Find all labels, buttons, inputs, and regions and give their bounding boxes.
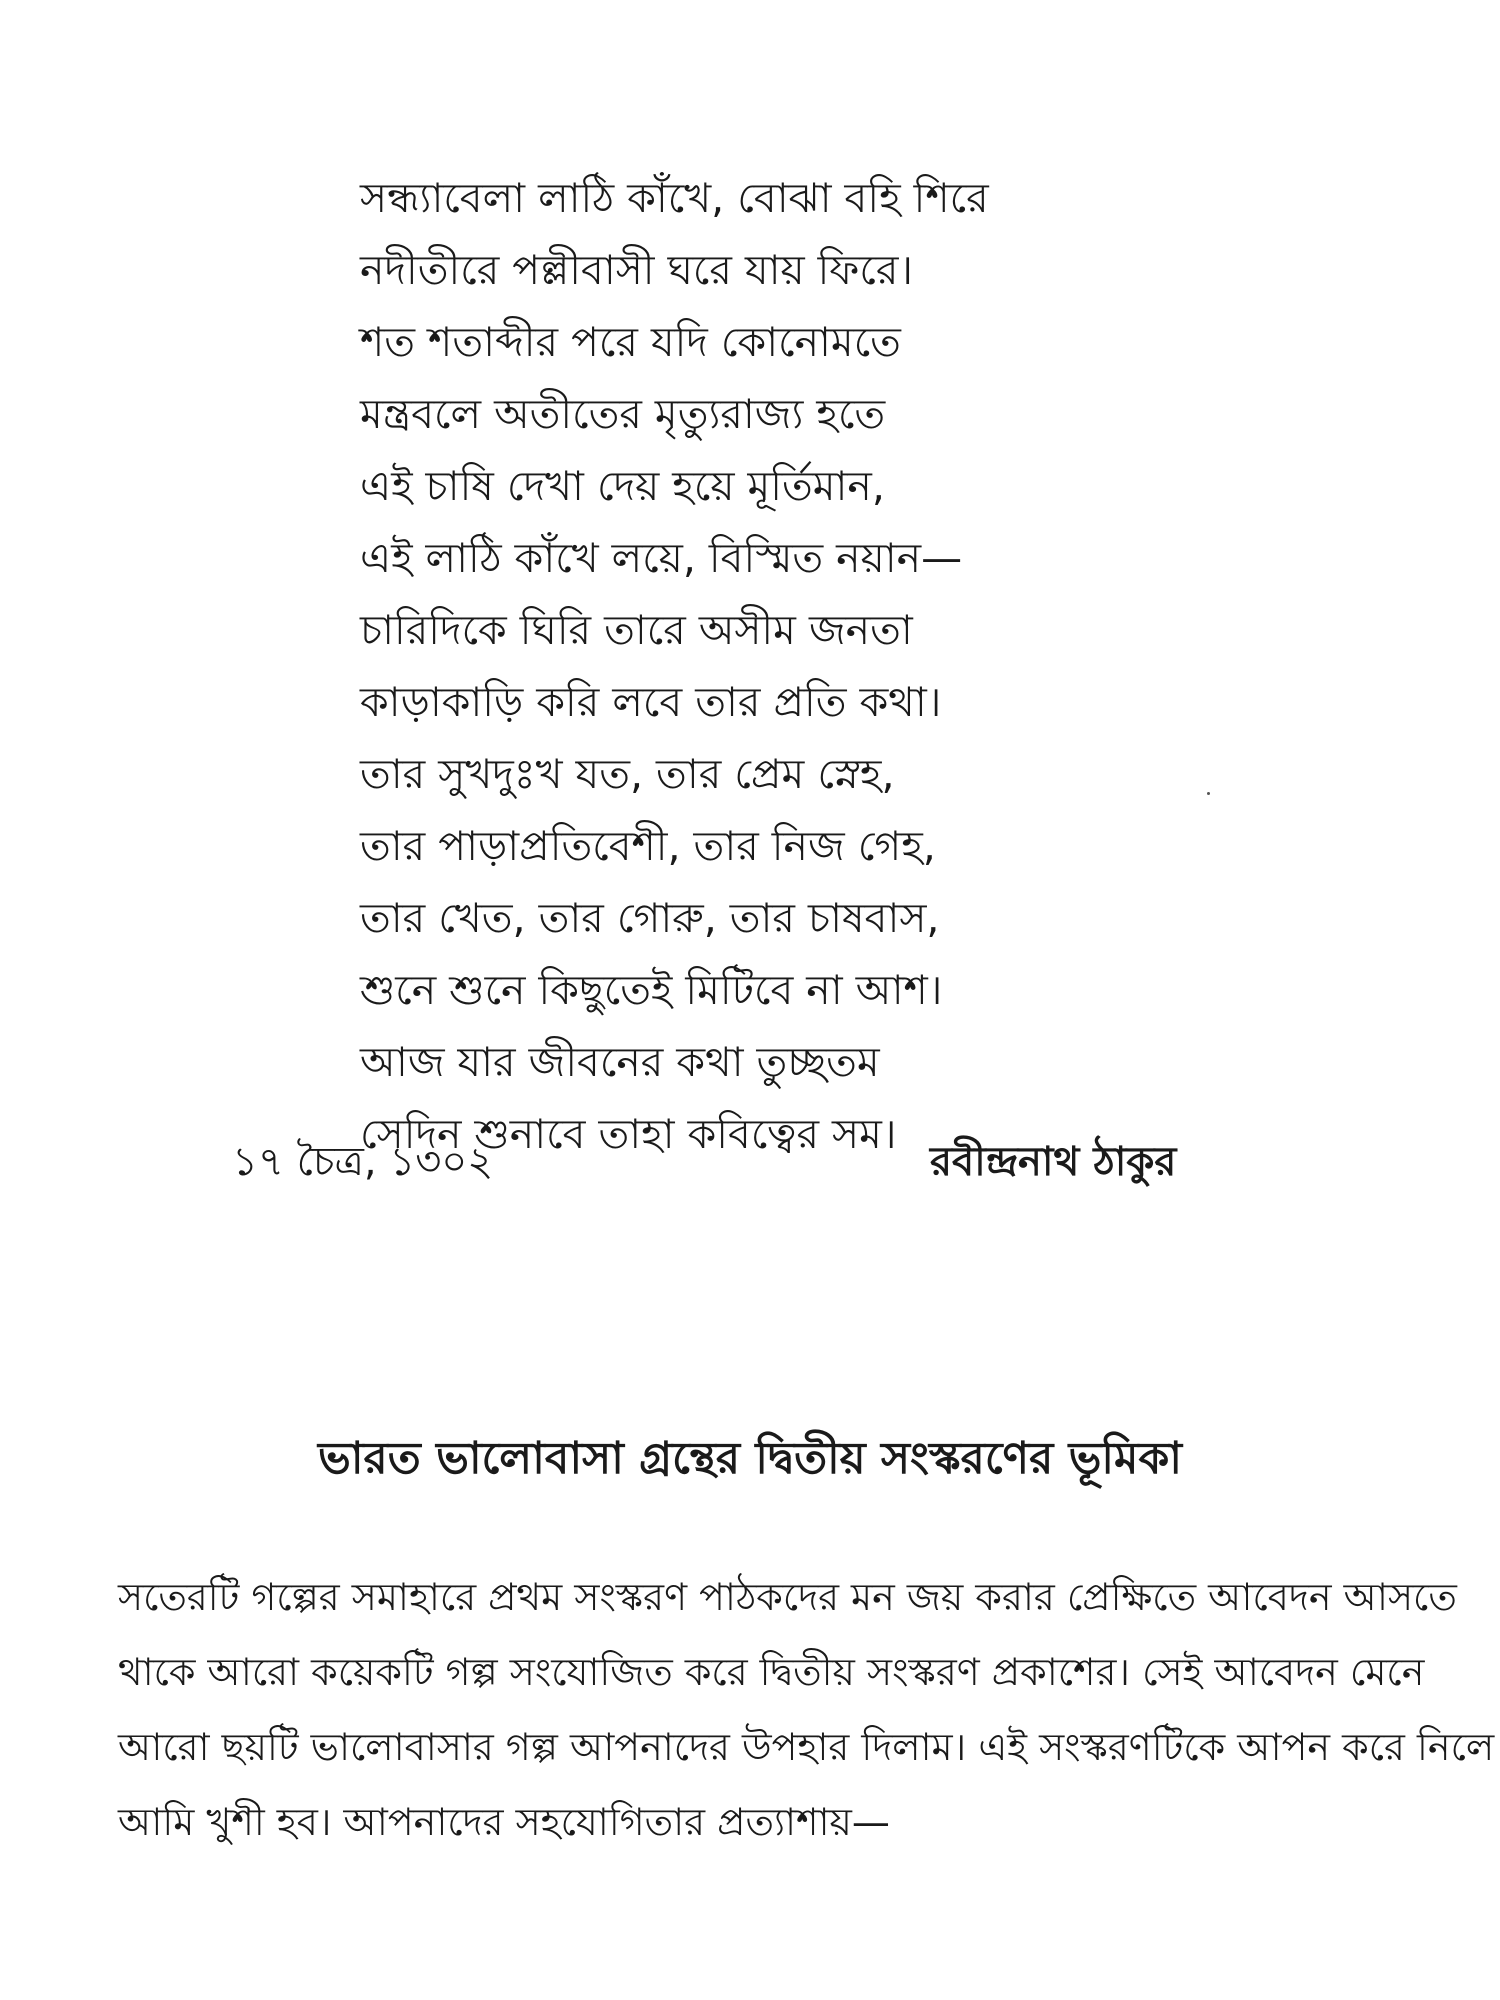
poem-author: রবীন্দ্রনাথ ঠাকুর (930, 1139, 1177, 1185)
preface-line: আরো ছয়টি ভালোবাসার গল্প আপনাদের উপহার দিলাম। এই সংস্করণটিকে আপন করে নিলে (118, 1725, 1495, 1769)
poem-line: শুনে শুনে কিছুতেই মিটিবে না আশ। (360, 966, 943, 1014)
poem-line: মন্ত্রবলে অতীতের মৃত্যুরাজ্য হতে (360, 390, 886, 438)
poem-line: তার সুখদুঃখ যত, তার প্রেম স্নেহ, (360, 750, 895, 798)
poem-block (360, 162, 1060, 1170)
poem-line: সেদিন শুনাবে তাহা কবিত্বের সম। (360, 1110, 897, 1158)
poem-line: শত শতাব্দীর পরে যদি কোনোমতে (360, 318, 901, 366)
poem-line: এই চাষি দেখা দেয় হয়ে মূর্তিমান, (360, 462, 885, 510)
preface-line: থাকে আরো কয়েকটি গল্প সংযোজিত করে দ্বিতীয় সংস্করণ প্রকাশের। সেই আবেদন মেনে (118, 1650, 1425, 1694)
poem-date: ১৭ চৈত্র, ১৩০২ (232, 1139, 494, 1185)
print-speck (1207, 792, 1210, 795)
signature-row (0, 1130, 1500, 1190)
preface-line: আমি খুশী হব। আপনাদের সহযোগিতার প্রত্যাশায়— (118, 1800, 890, 1844)
preface-paragraph (118, 1560, 1495, 1860)
poem-line: এই লাঠি কাঁখে লয়ে, বিস্মিত নয়ান— (360, 534, 963, 582)
poem-line: চারিদিকে ঘিরি তারে অসীম জনতা (360, 606, 913, 654)
poem-line: আজ যার জীবনের কথা তুচ্ছতম (360, 1038, 880, 1086)
poem-line: সন্ধ্যাবেলা লাঠি কাঁখে, বোঝা বহি শিরে (360, 174, 989, 222)
poem-line: নদীতীরে পল্লীবাসী ঘরে যায় ফিরে। (360, 246, 914, 294)
preface-line: সতেরটি গল্পের সমাহারে প্রথম সংস্করণ পাঠকদের মন জয় করার প্রেক্ষিতে আবেদন আসতে (118, 1575, 1457, 1619)
poem-line: তার খেত, তার গোরু, তার চাষবাস, (360, 894, 940, 942)
poem-line: তার পাড়াপ্রতিবেশী, তার নিজ গেহ, (360, 822, 936, 870)
poem-line: কাড়াকাড়ি করি লবে তার প্রতি কথা। (360, 678, 942, 726)
section-heading: ভারত ভালোবাসা গ্রন্থের দ্বিতীয় সংস্করণের ভূমিকা (317, 1433, 1182, 1484)
